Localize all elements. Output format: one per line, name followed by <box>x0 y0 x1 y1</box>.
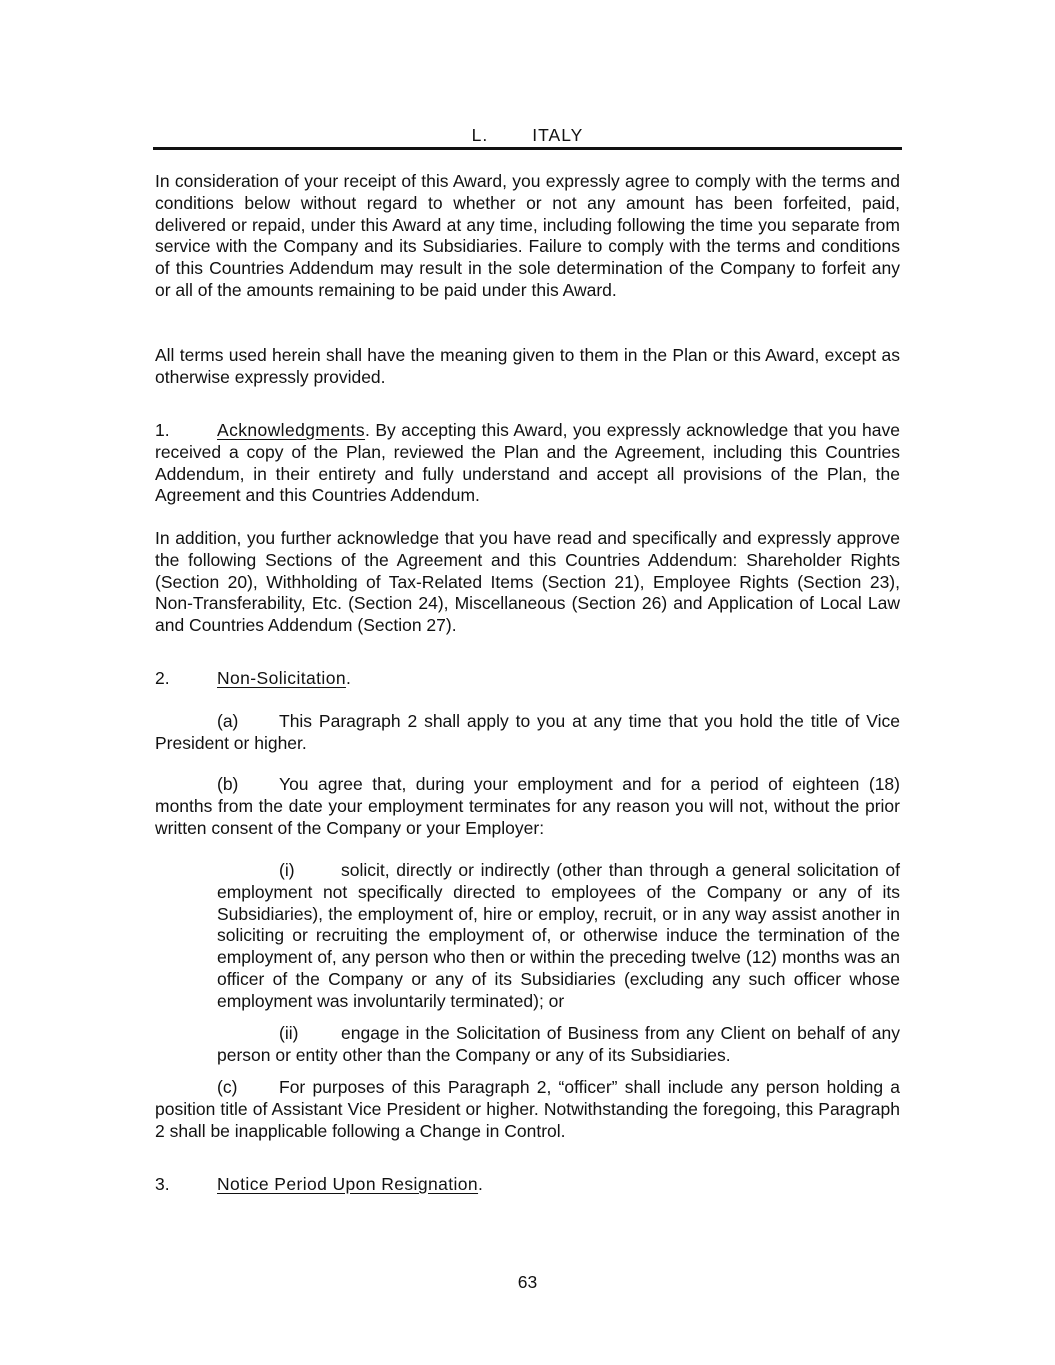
section-2b-text: You agree that, during your employment and for a period of eighteen (18) months from the date your employment terminates for any reason you will not, without the prior written consent of the Company or your Employer: <box>155 774 900 838</box>
section-2a-label: (a) <box>217 711 239 731</box>
section-2c-text: For purposes of this Paragraph 2, “officer” shall include any person holding a position title of Assistant Vice President or higher. Notwithstanding the foregoing, this Paragraph 2 shall be inapplicable following a Change in Control. <box>155 1077 900 1141</box>
section-1-title: Acknowledgments <box>217 420 366 440</box>
section-2b-i-text: solicit, directly or indirectly (other than through a general solicitation of employment not specifically directed to employees of the Company or any of its Subsidiaries), the employment of, hire or employ, recruit, or in any way assist another in soliciting or recruiting the employment of, or otherwise induce the termination of the employment of, any person who then or within the preceding twelve (12) months was an officer of the Company or any of its Subsidiaries (excluding any such officer whose employment was involuntarily terminated); or <box>217 860 900 1011</box>
section-2b-paragraph <box>155 774 900 839</box>
heading-text <box>472 125 584 145</box>
section-2c-paragraph <box>155 1077 900 1142</box>
section-2-title: Non-Solicitation <box>217 668 346 688</box>
section-2b-ii-paragraph <box>217 1023 900 1067</box>
heading-number: L. <box>471 125 489 145</box>
section-2-number: 2. <box>155 668 170 688</box>
section-2b-ii-label: (ii) <box>279 1023 299 1043</box>
section-1-number: 1. <box>155 420 170 440</box>
heading-title: ITALY <box>532 125 584 145</box>
section-3-heading <box>155 1174 900 1196</box>
section-3-title: Notice Period Upon Resignation <box>217 1174 479 1194</box>
section-3-period: . <box>478 1174 483 1194</box>
section-3-number: 3. <box>155 1174 170 1194</box>
section-1-approval-paragraph: In addition, you further acknowledge that you have read and specifically and expressly approve the following Sections of the Agreement and this Countries Addendum: Shareholder Rights (Section 20), Withholding of Tax-Related Items (Section 21), Employee Rights (Section 23), Non-Transferability, Etc. (Section 24), Miscellaneous (Section 26) and Application of Local Law and Countries Addendum (Section 27). <box>155 528 900 636</box>
section-heading <box>153 124 902 150</box>
section-2c-label: (c) <box>217 1077 238 1097</box>
section-2b-label: (b) <box>217 774 239 794</box>
section-2b-i-paragraph <box>217 860 900 1013</box>
definitions-paragraph: All terms used herein shall have the meaning given to them in the Plan or this Award, except as otherwise expressly provided. <box>155 345 900 387</box>
section-2b-ii-text: engage in the Solicitation of Business from any Client on behalf of any person or entity other than the Company or any of its Subsidiaries. <box>217 1023 900 1065</box>
section-1-paragraph <box>155 420 900 507</box>
section-1-text: . By accepting this Award, you expressly acknowledge that you have received a copy of the Plan, reviewed the Plan and the Agreement, including this Countries Addendum, in their entirety and fully understand and accept all provisions of the Plan, the Agreement and this Countries Addendum. <box>155 420 900 506</box>
section-2b-i-label: (i) <box>279 860 295 880</box>
section-2a-text: This Paragraph 2 shall apply to you at any time that you hold the title of Vice President or higher. <box>155 711 900 753</box>
section-2-period: . <box>345 668 351 688</box>
intro-paragraph: In consideration of your receipt of this Award, you expressly agree to comply with the terms and conditions below without regard to whether or not any amount has been forfeited, paid, delivered or repaid, under this Award at any time, including following the time you separate from service with the Company and its Subsidiaries. Failure to comply with the terms and conditions of this Countries Addendum may result in the sole determination of the Company to forfeit any or all of the amounts remaining to be paid under this Award. <box>155 171 900 300</box>
section-2-heading <box>155 668 900 690</box>
page-number: 63 <box>517 1272 538 1292</box>
section-2a-paragraph <box>155 711 900 755</box>
